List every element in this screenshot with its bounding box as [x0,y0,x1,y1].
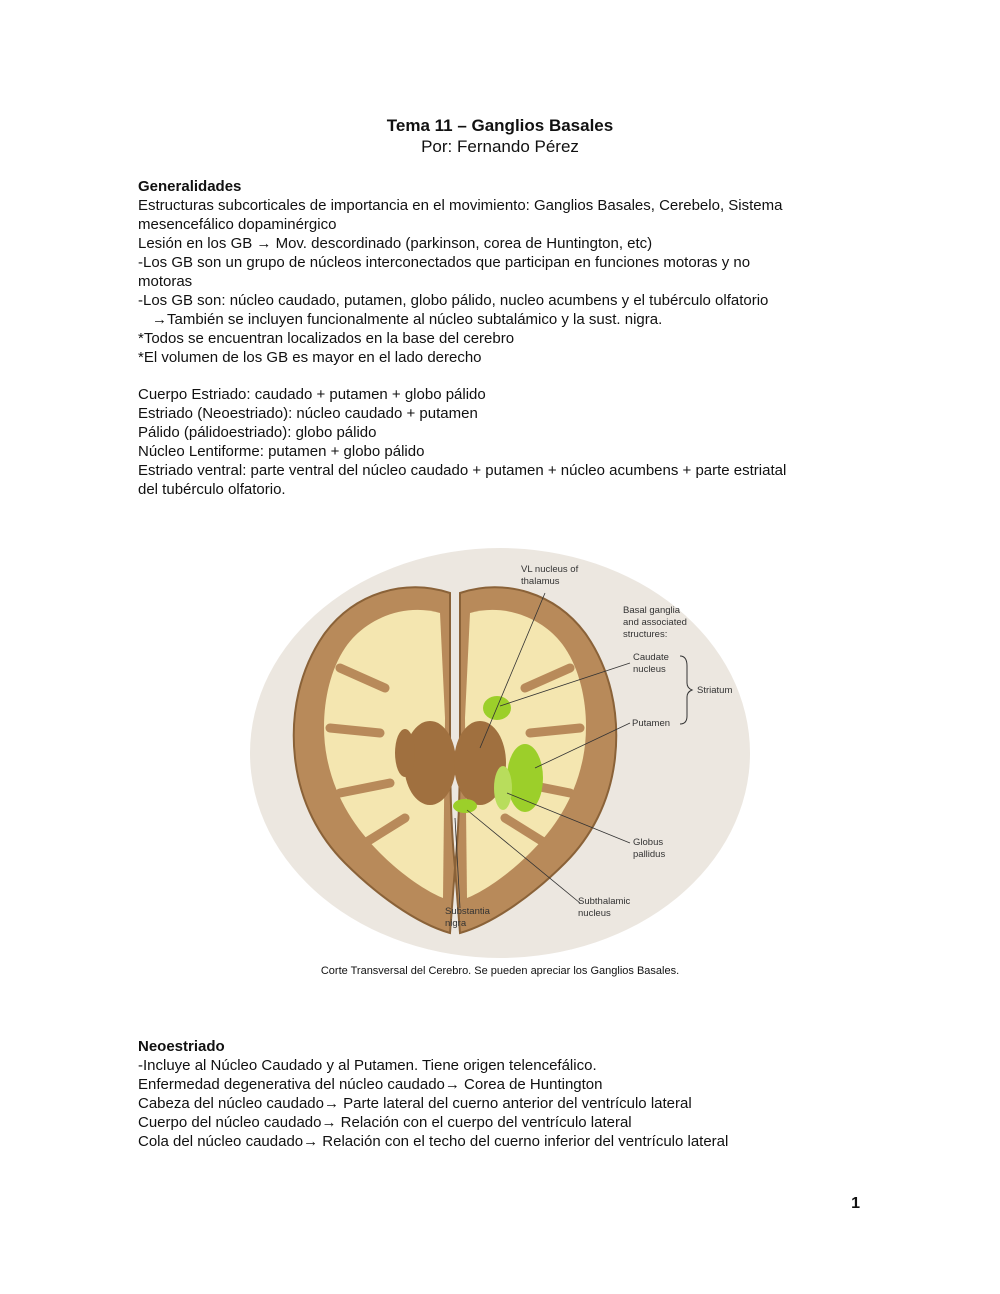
text-line: Enfermedad degenerativa del núcleo caudado→ Corea de Huntington [138,1076,603,1093]
label-subthalamic: Subthalamic [578,896,631,907]
document-author: Por: Fernando Pérez [421,137,579,156]
label-vl-nucleus: VL nucleus of [521,564,579,575]
label-vl-nucleus-2: thalamus [521,576,560,587]
label-putamen: Putamen [632,718,671,729]
section-heading: Neoestriado [138,1038,225,1055]
label-globus-pallidus: Globus [633,837,664,848]
text-line: Núcleo Lentiforme: putamen + globo pálido [138,443,425,460]
label-caudate: Caudate [633,652,669,663]
section-heading: Generalidades [138,178,242,195]
text-line: Estriado (Neoestriado): núcleo caudado + putamen [138,405,478,422]
label-basal-ganglia-2: and associated [623,617,687,628]
text-line: motoras [138,273,193,290]
label-substantia-nigra-2: nigra [445,918,467,929]
brain-illustration [245,538,755,968]
label-globus-pallidus-2: pallidus [633,849,666,860]
putamen-highlight [507,744,543,812]
text-line: Cabeza del núcleo caudado→ Parte lateral del cuerno anterior del ventrículo lateral [138,1095,692,1112]
subthalamic-nucleus-highlight [453,799,477,813]
text-line: Cuerpo Estriado: caudado + putamen + globo pálido [138,386,486,403]
text-line: mesencefálico dopaminérgico [138,216,337,233]
text-line: Estriado ventral: parte ventral del núcleo caudado + putamen + núcleo acumbens + parte estriatal [138,462,787,479]
text-line: -Incluye al Núcleo Caudado y al Putamen. Tiene origen telencefálico. [138,1057,597,1074]
text-line: -Los GB son un grupo de núcleos interconectados que participan en funciones motoras y no [138,254,751,271]
text-line: Cola del núcleo caudado→ Relación con el techo del cuerno inferior del ventrículo lateral [138,1133,729,1150]
section-generalidades [138,177,858,367]
label-caudate-2: nucleus [633,664,666,675]
text-line: Lesión en los GB → Mov. descordinado (parkinson, corea de Huntington, etc) [138,235,653,252]
label-basal-ganglia: Basal ganglia [623,605,681,616]
section-definitions [138,385,858,499]
label-subthalamic-2: nucleus [578,908,611,919]
section-neoestriado [138,1037,858,1151]
text-line: *El volumen de los GB es mayor en el lado derecho [138,349,482,366]
text-line: *Todos se encuentran localizados en la base del cerebro [138,330,515,347]
text-line: →También se incluyen funcionalmente al núcleo subtalámico y la sust. nigra. [152,311,663,328]
document-title: Tema 11 – Ganglios Basales [386,116,614,135]
brain-coronal-section-figure [245,538,755,968]
label-basal-ganglia-3: structures: [623,629,668,640]
text-line: del tubérculo olfatorio. [138,481,286,498]
text-line: Pálido (pálidoestriado): globo pálido [138,424,377,441]
text-line: Cuerpo del núcleo caudado→ Relación con el cuerpo del ventrículo lateral [138,1114,632,1131]
globus-pallidus-highlight [494,766,512,810]
figure-caption: Corte Transversal del Cerebro. Se pueden apreciar los Ganglios Basales. [320,965,680,977]
left-caudate [395,729,415,777]
label-striatum: Striatum [697,685,733,696]
label-substantia-nigra: Substantia [445,906,490,917]
text-line: Estructuras subcorticales de importancia en el movimiento: Ganglios Basales, Cerebelo, Sistema [138,197,783,214]
page-number: 1 [851,1195,860,1212]
text-line: -Los GB son: núcleo caudado, putamen, globo pálido, nucleo acumbens y el tubérculo olfatorio [138,292,769,309]
